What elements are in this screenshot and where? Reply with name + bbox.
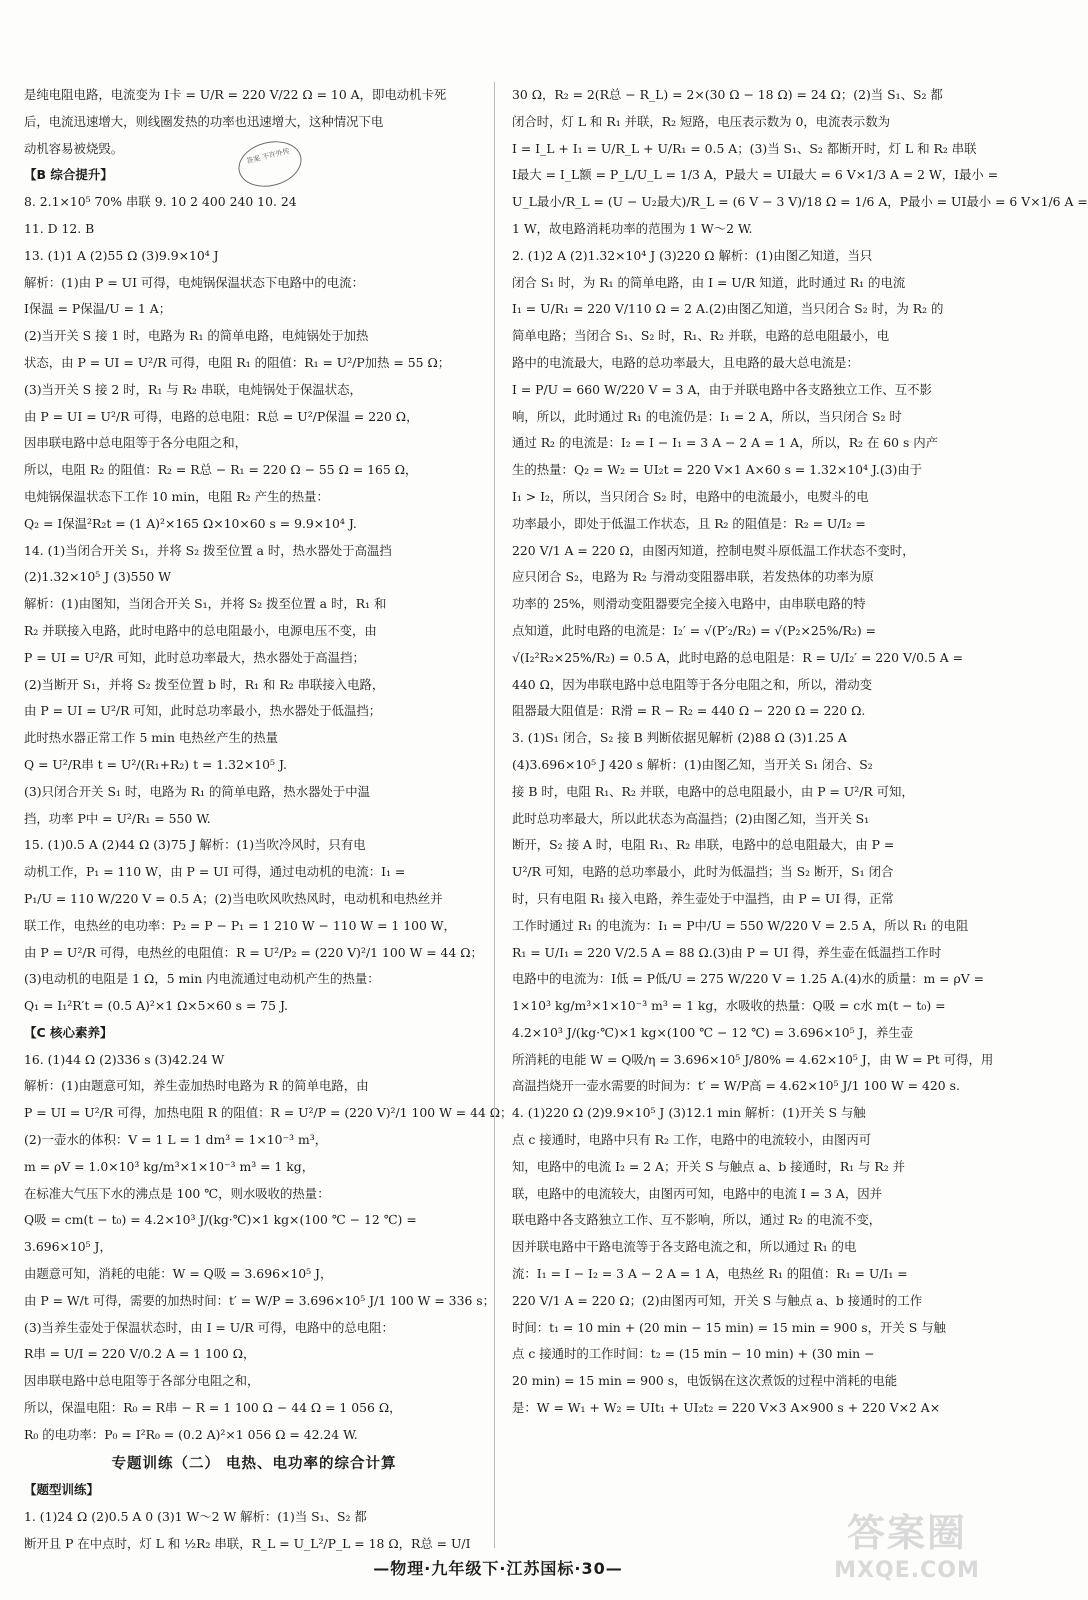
right-text-line: 20 min) = 15 min = 900 s，电饭锅在这次煮饭的过程中消耗的电能 [512, 1373, 898, 1389]
left-text-line: 解析：(1)由 P = UI 可得，电炖锅保温状态下电路中的电流： [24, 274, 364, 290]
left-text-line: 断开且 P 在中点时，灯 L 和 ½R₂ 串联，R_L = U_L²/P_L = 18 Ω，R总 = U/I [24, 1536, 471, 1552]
right-text-line: 时间：t₁ = 10 min + (20 min − 15 min) = 15 min = 900 s，开关 S 与触 [512, 1319, 946, 1335]
left-text-line: 在标准大气压下水的沸点是 100 ℃，则水吸收的热量： [24, 1185, 330, 1201]
right-text-line: 流：I₁ = I − I₂ = 3 A − 2 A = 1 A，电热丝 R₁ 的阻值：R₁ = U/I₁ = [512, 1266, 908, 1282]
left-text-line: 电炖锅保温状态下工作 10 min，电阻 R₂ 产生的热量： [24, 488, 329, 504]
left-text-line: 是纯电阻电路，电流变为 I卡 = U/R = 220 V/22 Ω = 10 A，即电动机卡死 [24, 87, 447, 102]
site-watermark [832, 1508, 982, 1594]
left-text-line: m = ρV = 1.0×10³ kg/m³×1×10⁻³ m³ = 1 kg， [24, 1158, 315, 1174]
left-text-line: 由 P = W/t 可得，需要的加热时间：t′ = W/P = 3.696×10⁵ J/1 100 W = 336 s； [24, 1292, 496, 1308]
left-text-line: (3)电动机的电阻是 1 Ω，5 min 内电流通过电动机产生的热量： [24, 971, 380, 987]
right-text-line: 是：W = W₁ + W₂ = UIt₁ + UI₂t₂ = 220 V×3 A×900 s + 220 V×2 A× [512, 1400, 941, 1416]
left-text-line: Q = U²/R串 t = U²/(R₁+R₂) t = 1.32×10⁵ J. [24, 756, 287, 772]
right-text-line: 响，所以，此时通过 R₁ 的电流仍是：I₁ = 2 A，所以，当只闭合 S₂ 时 [512, 408, 902, 424]
left-text-line: P₁/U = 110 W/220 V = 0.5 A；(2)当电吹风吹热风时，电动机和电热丝并 [24, 890, 443, 906]
right-text-line: U²/R 可知，电路的总功率最小，此时为低温挡；当 S₂ 断开，S₁ 闭合 [512, 864, 894, 880]
right-text-line: 1 W，故电路消耗功率的范围为 1 W～2 W. [512, 220, 753, 236]
right-text-line: 高温挡烧开一壶水需要的时间为：t′ = W/P高 = 4.62×10⁵ J/1 100 W = 420 s. [512, 1078, 960, 1094]
left-text-line: 挡，功率 P中 = U²/R₁ = 550 W. [24, 810, 211, 826]
right-text-line: 路中的电流最大，电路的总功率最大，且电路的最大总电流是： [512, 354, 859, 370]
left-text-line: 状态，由 P = UI = U²/R 可得，电阻 R₁ 的阻值：R₁ = U²/P加热 = 55 Ω； [24, 354, 451, 370]
right-text-line: 1×10³ kg/m³×1×10⁻³ m³ = 1 kg，水吸收的热量：Q吸 = c水 m(t − t₀) = [512, 998, 946, 1014]
left-text-line: (2)当断开 S₁，并将 S₂ 拨至位置 b 时，R₁ 和 R₂ 串联接入电路， [24, 676, 385, 692]
right-text-line: 此时总功率最大，所以此状态为高温挡；(2)由图乙知，当开关 S₁ [512, 810, 870, 826]
left-text-line: 解析：(1)由图知，当闭合开关 S₁，并将 S₂ 拨至位置 a 时，R₁ 和 [24, 596, 387, 612]
right-text-line: 点知道，此时电路的电流是：I₂′ = √(P′₂/R₂) = √(P₂×25%/R₂) = [512, 622, 877, 638]
right-text-line: 点 c 接通时的工作时间：t₂ = (15 min − 10 min) + (30 min − [512, 1346, 875, 1362]
left-text-line: 动机工作，P₁ = 110 W，由 P = UI 可得，通过电动机的电流：I₁ = [24, 864, 406, 880]
right-text-line: 断开，S₂ 接 A 时，电阻 R₁、R₂ 串联，电路中的总电阻最大，由 P = [512, 837, 895, 853]
left-text-line: 所以，保温电阻：R₀ = R串 − R = 1 100 Ω − 44 Ω = 1 056 Ω， [24, 1400, 402, 1416]
right-text-line: 联电路中各支路独立工作、互不影响，所以，通过 R₂ 的电流不变， [512, 1212, 882, 1228]
left-text-line: (2)1.32×10⁵ J (3)550 W [24, 569, 171, 585]
left-text-line: 由 P = UI = U²/R 可知，此时总功率最小，热水器处于低温挡； [24, 703, 382, 719]
right-text-line: I = I_L + I₁ = U/R_L + U/R₁ = 0.5 A；(3)当 S₁、S₂ 都断开时，灯 L 和 R₂ 串联 [512, 140, 977, 156]
right-text-line: 点 c 接通时，电路中只有 R₂ 工作，电路中的电流较小，由图丙可 [512, 1132, 872, 1148]
left-text-line: 联工作，电热丝的电功率：P₂ = P − P₁ = 1 210 W − 110 W = 1 100 W， [24, 917, 456, 933]
right-text-line: I₁ = U/R₁ = 220 V/110 Ω = 2 A.(2)由图乙知道，当只闭合 S₂ 时，为 R₂ 的 [512, 301, 944, 317]
right-text-line: 440 Ω，因为串联电路中总电阻等于各分电阻之和，所以，滑动变 [512, 676, 873, 692]
left-text-line: (3)当养生壶处于保温状态时，由 I = U/R 可得，电路中的总电阻： [24, 1319, 394, 1335]
left-text-line: 8. 2.1×10⁵ 70% 串联 9. 10 2 400 240 10. 24 [24, 194, 297, 210]
left-text-line: R₂ 并联接入电路，此时电路中的总电阻最小，电源电压不变，由 [24, 622, 377, 638]
left-text-line: 后，电流迅速增大，则线圈发热的功率也迅速增大，这种情况下电 [24, 113, 384, 129]
right-text-line: 闭合 S₁ 时，为 R₁ 的简单电路，由 I = U/R 知道，此时通过 R₁ 的电流 [512, 274, 906, 290]
right-text-line: 因并联电路中干路电流等于各支路电流之和，所以通过 R₁ 的电 [512, 1239, 857, 1255]
left-text-line: (2)一壶水的体积：V = 1 L = 1 dm³ = 1×10⁻³ m³， [24, 1132, 328, 1148]
right-text-line: 电路中的电流为：I低 = P低/U = 275 W/220 V = 1.25 A.(4)水的质量：m = ρV = [512, 971, 985, 987]
left-text-line: 1. (1)24 Ω (2)0.5 A 0 (3)1 W～2 W 解析：(1)当 S₁、S₂ 都 [24, 1509, 367, 1525]
left-text-line: P = UI = U²/R 可知，此时总功率最大，热水器处于高温挡； [24, 649, 365, 665]
right-text-line: 4.2×10³ J/(kg·℃)×1 kg×(100 ℃ − 12 ℃) = 3.696×10⁵ J，养生壶 [512, 1024, 914, 1040]
right-text-line: 接 B 时，电阻 R₁、R₂ 并联，电路中的总电阻最小，由 P = U²/R 可知， [512, 783, 914, 799]
right-text-line: 30 Ω，R₂ = 2(R总 − R_L) = 2×(30 Ω − 18 Ω) = 24 Ω；(2)当 S₁、S₂ 都 [512, 87, 943, 102]
left-text-line: 13. (1)1 A (2)55 Ω (3)9.9×10⁴ J [24, 247, 219, 263]
right-text-line: 220 V/1 A = 220 Ω；(2)由图丙可知，开关 S 与触点 a、b 接通时的工作 [512, 1292, 923, 1308]
right-text-line: 知，电路中的电流 I₂ = 2 A；开关 S 与触点 a、b 接通时，R₁ 与 R₂ 并 [512, 1158, 906, 1174]
left-text-line: R串 = U/I = 220 V/0.2 A = 1 100 Ω， [24, 1346, 256, 1362]
right-text-line: 2. (1)2 A (2)1.32×10⁴ J (3)220 Ω 解析：(1)由图乙知道，当只 [512, 247, 873, 263]
left-text-line: Q₁ = I₁²R′t = (0.5 A)²×1 Ω×5×60 s = 75 J. [24, 998, 288, 1014]
left-text-line: 14. (1)当闭合开关 S₁，并将 S₂ 拨至位置 a 时，热水器处于高温挡 [24, 542, 392, 558]
left-text-line: 11. D 12. B [24, 220, 95, 236]
right-text-line: 所消耗的电能 W = Q吸/η = 3.696×10⁵ J/80% = 4.62×10⁵ J，由 W = Pt 可得，用 [512, 1051, 994, 1067]
right-column [512, 82, 1088, 1552]
right-text-line: 工作时通过 R₁ 的电流为：I₁ = P中/U = 550 W/220 V = 2.5 A，所以 R₁ 的电阻 [512, 917, 969, 933]
left-text-line: 由 P = UI = U²/R 可得，电路的总电阻：R总 = U²/P保温 = 220 Ω， [24, 408, 419, 424]
right-text-line: 4. (1)220 Ω (2)9.9×10⁵ J (3)12.1 min 解析：(1)开关 S 与触 [512, 1105, 866, 1121]
left-text-line: 因串联电路中总电阻等于各部分电阻之和， [24, 1373, 260, 1389]
left-text-line: 【题型训练】 [24, 1482, 100, 1498]
right-text-line: I₁ > I₂，所以，当只闭合 S₂ 时，电路中的电流最小，电熨斗的电 [512, 488, 869, 504]
right-text-line: 生的热量：Q₂ = W₂ = UI₂t = 220 V×1 A×60 s = 1.32×10⁴ J.(3)由于 [512, 462, 923, 478]
left-text-line: 此时热水器正常工作 5 min 电热丝产生的热量 [24, 730, 279, 746]
left-text-line: 15. (1)0.5 A (2)44 Ω (3)75 J 解析：(1)当吹冷风时，只有电 [24, 837, 366, 853]
left-text-line: 【C 核心素养】 [24, 1024, 113, 1040]
right-text-line: 应只闭合 S₂，电路为 R₂ 与滑动变阻器串联，若发热体的功率为原 [512, 569, 874, 585]
right-text-line: 闭合时，灯 L 和 R₁ 并联，R₂ 短路，电压表示数为 0，电流表示数为 [512, 113, 891, 129]
left-text-line: 16. (1)44 Ω (2)336 s (3)42.24 W [24, 1051, 225, 1067]
right-text-line: 联，电路中的电流较大，由图丙可知，电路中的电流 I = 3 A，因并 [512, 1185, 883, 1201]
left-text-line: 3.696×10⁵ J， [24, 1239, 112, 1255]
right-text-line: 时，只有电阻 R₁ 接入电路，养生壶处于中温挡，由 P = UI 得，正常 [512, 890, 894, 906]
left-text-line: Q₂ = I保温²R₂t = (1 A)²×165 Ω×10×60 s = 9.9×10⁴ J. [24, 515, 357, 531]
left-text-line: (3)只闭合开关 S₁ 时，电路为 R₁ 的简单电路，热水器处于中温 [24, 783, 371, 799]
right-text-line: (4)3.696×10⁵ J 420 s 解析：(1)由图乙知，当开关 S₁ 闭合、S₂ [512, 756, 873, 772]
left-text-line: P = UI = U²/R 可得，加热电阻 R 的阻值：R = U²/P = (220 V)²/1 100 W = 44 Ω； [24, 1105, 513, 1121]
right-text-line: 阻器最大阻值是：R滑 = R − R₂ = 440 Ω − 220 Ω = 220 Ω. [512, 703, 866, 719]
left-text-line: I保温 = P保温/U = 1 A； [24, 301, 172, 317]
right-text-line: R₁ = U/I₁ = 220 V/2.5 A = 88 Ω.(3)由 P = UI 得，养生壶在低温挡工作时 [512, 944, 942, 960]
left-text-line: (2)当开关 S 接 1 时，电路为 R₁ 的简单电路，电炖锅处于加热 [24, 328, 369, 344]
page-footer: —物理·九年级下·江苏国标·30— [373, 1559, 623, 1578]
right-text-line: I最大 = I_L额 = P_L/U_L = 1/3 A，P最大 = UI最大 = 6 V×1/3 A = 2 W，I最小 = [512, 167, 999, 183]
left-text-line: (3)当开关 S 接 2 时，R₁ 与 R₂ 串联，电炖锅处于保温状态， [24, 381, 362, 397]
watermark-url: MXQE.COM [834, 1558, 980, 1583]
right-text-line: 功率的 25%，则滑动变阻器要完全接入电路中，由串联电路的特 [512, 596, 866, 612]
right-text-line: 功率最小，即处于低温工作状态，且 R₂ 的阻值是：R₂ = U/I₂ = [512, 515, 866, 531]
right-text-line: 220 V/1 A = 220 Ω，由图丙知道，控制电熨斗原低温工作状态不变时， [512, 542, 915, 558]
left-column [24, 82, 513, 1552]
right-text-line: U_L最小/R_L = (U − U₂最大)/R_L = (6 V − 3 V)/18 Ω = 1/6 A，P最小 = UI最小 = 6 V×1/6 A = [512, 194, 1088, 210]
left-text-line: 【B 综合提升】 [24, 167, 113, 183]
left-text-line: 由 P = U²/R 可得，电热丝的电阻值：R = U²/P₂ = (220 V)²/1 100 W = 44 Ω； [24, 944, 483, 960]
right-text-line: √(I₂²R₂×25%/R₂) = 0.5 A，此时电路的总电阻是：R = U/I₂′ = 220 V/0.5 A = [512, 649, 963, 665]
left-text-line: 因串联电路中总电阻等于各分电阻之和， [24, 435, 248, 451]
left-text-line: 由题意可知，消耗的电能：W = Q吸 = 3.696×10⁵ J， [24, 1266, 333, 1282]
handwritten-stamp: 答案 不许外传 [234, 135, 307, 193]
right-text-line: 简单电路；当闭合 S₁、S₂ 时，R₁、R₂ 并联，电路的总电阻最小，电 [512, 328, 890, 344]
watermark-logo-text: 答案圈 [846, 1511, 967, 1555]
right-text-line: 通过 R₂ 的电流是：I₂ = I − I₁ = 3 A − 2 A = 1 A，所以，R₂ 在 60 s 内产 [512, 435, 939, 451]
left-text-line: Q吸 = cm(t − t₀) = 4.2×10³ J/(kg·℃)×1 kg×(100 ℃ − 12 ℃) = [24, 1212, 417, 1228]
column-divider [494, 82, 495, 1548]
left-text-line: 所以，电阻 R₂ 的阻值：R₂ = R总 − R₁ = 220 Ω − 55 Ω = 165 Ω， [24, 462, 418, 478]
left-text-line: 专题训练（二） 电热、电功率的综合计算 [111, 1455, 397, 1472]
right-text-line: I = P/U = 660 W/220 V = 3 A，由于并联电路中各支路独立工作、互不影 [512, 381, 932, 397]
left-text-line: 解析：(1)由题意可知，养生壶加热时电路为 R 的简单电路，由 [24, 1078, 369, 1094]
left-text-line: 动机容易被烧毁。 [24, 140, 124, 156]
right-text-line: 3. (1)S₁ 闭合，S₂ 接 B 判断依据见解析 (2)88 Ω (3)1.25 A [512, 730, 847, 746]
left-text-line: R₀ 的电功率：P₀ = I²R₀ = (0.2 A)²×1 056 Ω = 42.24 W. [24, 1426, 358, 1442]
